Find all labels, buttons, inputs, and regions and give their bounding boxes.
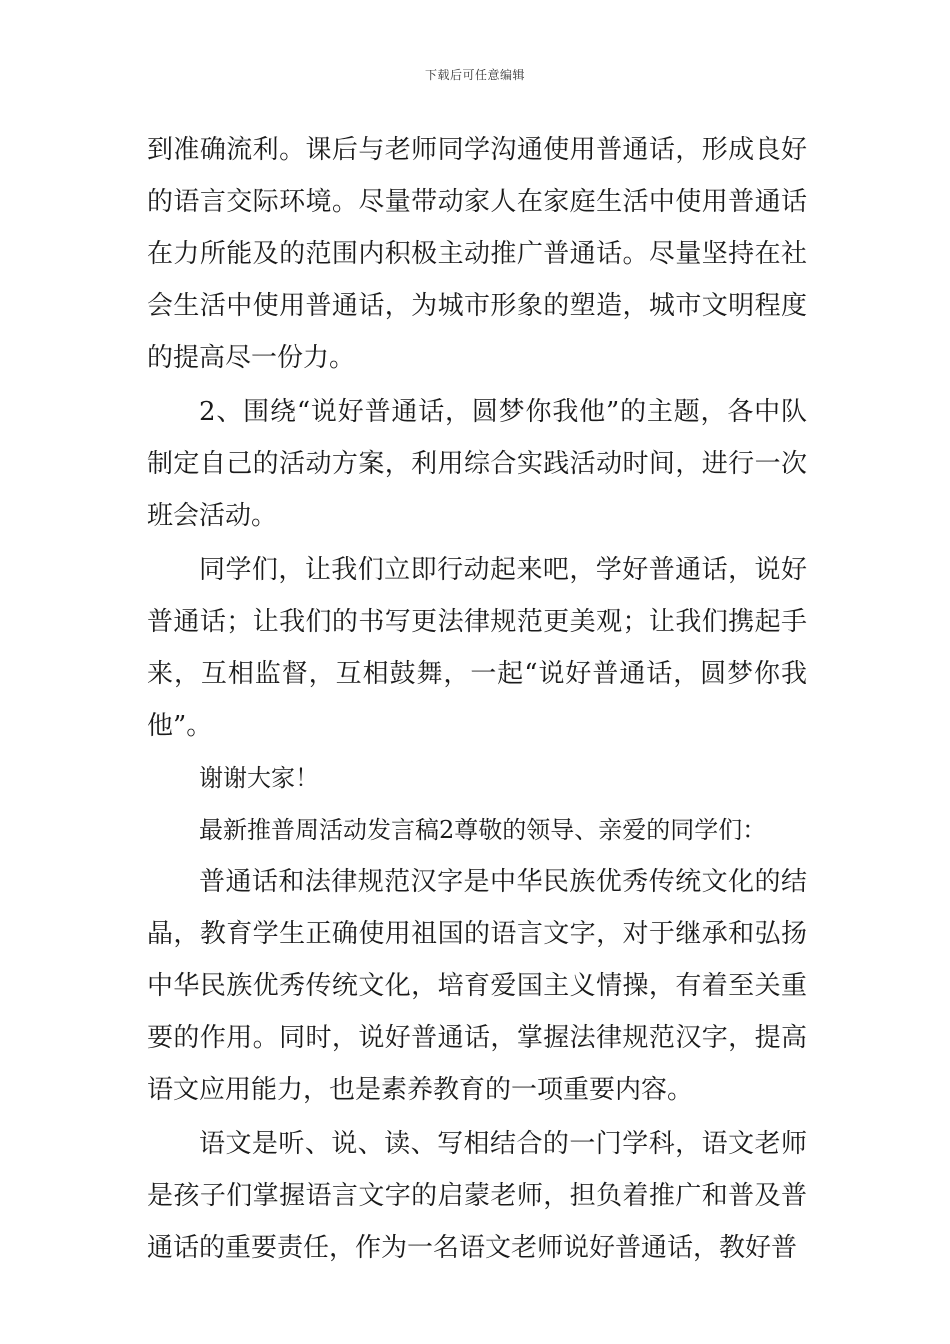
paragraph-chinese-subject: 语文是听、说、读、写相结合的一门学科，语文老师是孩子们掌握语言文字的启蒙老师，担负着推广和普及普通话的重要责任，作为一名语文老师说好普通话，教好普 [147, 1129, 807, 1263]
paragraph-item-2: 2、围绕“说好普通话，圆梦你我他”的主题，各中队制定自己的活动方案，利用综合实践活动时间，进行一次班会活动。 [147, 397, 807, 531]
paragraph-call-to-action: 同学们，让我们立即行动起来吧，学好普通话，说好普通话；让我们的书写更法律规范更美观；让我们携起手来，互相监督，互相鼓舞，一起“说好普通话，圆梦你我他”。 [147, 555, 807, 741]
paragraph-continuation: 到准确流利。课后与老师同学沟通使用普通话，形成良好的语言交际环境。尽量带动家人在家庭生活中使用普通话在力所能及的范围内积极主动推广普通话。尽量坚持在社会生活中使用普通话，为城市形象的塑造，城市文明程度的提高尽一份力。 [147, 135, 807, 373]
paragraph-speech-2-heading: 最新推普周活动发言稿2尊敬的领导、亲爱的同学们： [199, 816, 767, 844]
paragraph-standard-language: 普通话和法律规范汉字是中华民族优秀传统文化的结晶，教育学生正确使用祖国的语言文字，对于继承和弘扬中华民族优秀传统文化，培育爱国主义情操，有着至关重要的作用。同时，说好普通话，掌握法律规范汉字，提高语文应用能力，也是素养教育的一项重要内容。 [147, 867, 807, 1105]
page-header-note: 下载后可任意编辑 [424, 68, 525, 82]
document-body [147, 124, 807, 1274]
paragraph-thanks: 谢谢大家！ [199, 764, 319, 792]
